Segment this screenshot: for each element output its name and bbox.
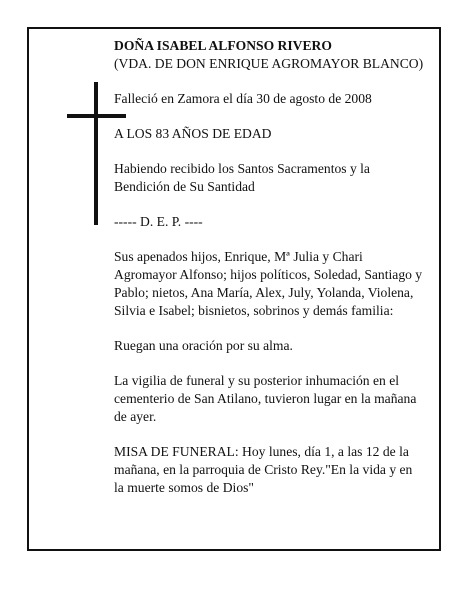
age-paragraph: A LOS 83 AÑOS DE EDAD <box>114 126 272 141</box>
notice-text <box>114 37 424 514</box>
vigil-paragraph: La vigilia de funeral y su posterior inhumación en el cementerio de San Atilano, tuvieron lugar en la mañana de ayer. <box>114 373 417 424</box>
deceased-name: DOÑA ISABEL ALFONSO RIVERO <box>114 38 332 53</box>
death-date-paragraph: Falleció en Zamora el día 30 de agosto de 2008 <box>114 91 372 106</box>
funeral-mass-paragraph: MISA DE FUNERAL: Hoy lunes, día 1, a las 12 de la mañana, en la parroquia de Cristo Rey."En la vida y en la muerte somos de Dios" <box>114 444 413 495</box>
sacraments-paragraph: Habiendo recibido los Santos Sacramentos y la Bendición de Su Santidad <box>114 161 370 194</box>
family-paragraph: Sus apenados hijos, Enrique, Mª Julia y Chari Agromayor Alfonso; hijos políticos, Soledad, Santiago y Pablo; nietos, Ana María, Alex, July, Yolanda, Violena, Silvia e Isabel; bisnietos, sobrinos y demás familia: <box>114 249 423 318</box>
cross-vertical-bar <box>94 82 98 225</box>
widow-of-line: (VDA. DE DON ENRIQUE AGROMAYOR BLANCO) <box>114 56 424 71</box>
prayer-paragraph: Ruegan una oración por su alma. <box>114 338 293 353</box>
rip-line: ----- D. E. P. ---- <box>114 214 203 229</box>
